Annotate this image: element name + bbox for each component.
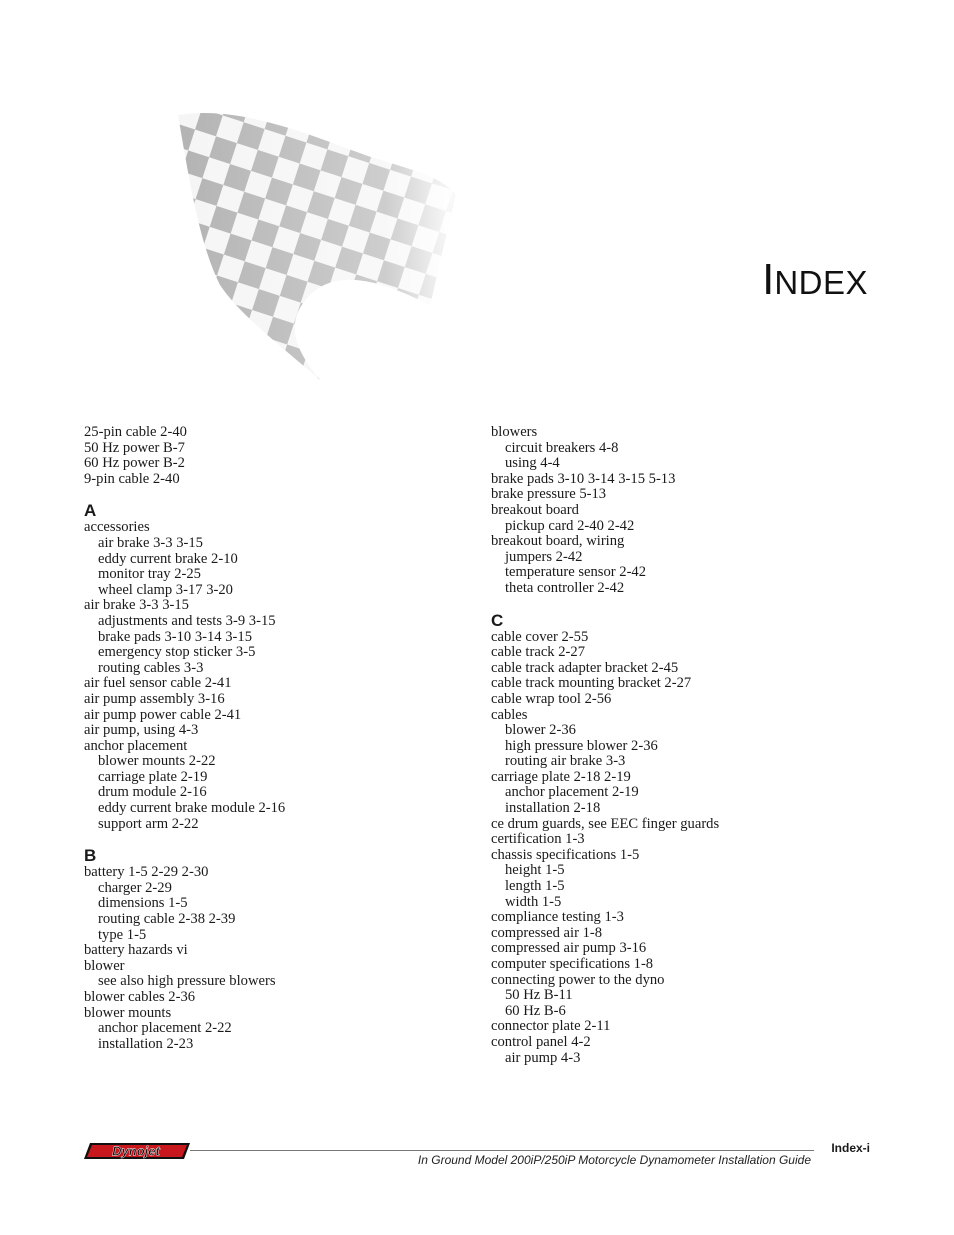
index-entry: blower [84, 957, 125, 974]
index-subentry: length 1-5 [505, 878, 565, 895]
index-entry: connecting power to the dyno [491, 971, 665, 988]
footer-guide-title: In Ground Model 200iP/250iP Motorcycle Dynamometer Installation Guide [417, 1153, 811, 1167]
index-entry: connector plate 2-11 [491, 1018, 611, 1035]
index-subentry: charger 2-29 [98, 879, 172, 896]
index-entry: compressed air pump 3-16 [491, 940, 647, 957]
index-entry: accessories [84, 519, 150, 536]
index-subentry: adjustments and tests 3-9 3-15 [98, 612, 276, 629]
index-subentry: using 4-4 [505, 455, 560, 472]
index-entry: air fuel sensor cable 2-41 [84, 675, 232, 692]
index-entry: cable track mounting bracket 2-27 [491, 675, 692, 692]
index-subentry: height 1-5 [505, 862, 565, 879]
index-subentry: 50 Hz B-11 [505, 987, 573, 1004]
index-entry: compressed air 1-8 [491, 924, 603, 941]
index-entry: chassis specifications 1-5 [491, 846, 640, 863]
page-number: Index-i [831, 1141, 870, 1155]
index-entry: blower mounts [84, 1004, 172, 1021]
index-entry: brake pressure 5-13 [491, 486, 607, 503]
index-subentry: blower mounts 2-22 [98, 753, 216, 770]
index-entry: battery 1-5 2-29 2-30 [84, 864, 209, 881]
index-subentry: anchor placement 2-22 [98, 1020, 232, 1037]
index-section-letter: C [491, 610, 504, 630]
index-entry: air brake 3-3 3-15 [84, 597, 189, 614]
index-subentry: emergency stop sticker 3-5 [98, 644, 256, 661]
index-entry: computer specifications 1-8 [491, 956, 654, 972]
index-entry: carriage plate 2-18 2-19 [491, 768, 631, 785]
index-entry: blowers [491, 424, 538, 440]
index-entry: certification 1-3 [491, 831, 585, 848]
checkered-flag-graphic [160, 95, 460, 385]
index-subentry: circuit breakers 4-8 [505, 439, 619, 456]
dynojet-logo [84, 1141, 192, 1161]
index-entry: cable wrap tool 2-56 [491, 690, 612, 707]
index-entry: breakout board [491, 501, 579, 518]
index-subentry: routing cable 2-38 2-39 [98, 911, 236, 928]
page-title-rest: NDEX [774, 264, 868, 301]
index-entry: compliance testing 1-3 [491, 909, 624, 926]
index-entry: cable cover 2-55 [491, 628, 589, 645]
index-entry: anchor placement [84, 737, 188, 754]
index-subentry: 60 Hz B-6 [505, 1002, 566, 1019]
index-subentry: routing air brake 3-3 [505, 753, 626, 770]
index-subentry: jumpers 2-42 [505, 548, 583, 565]
index-subentry: width 1-5 [505, 893, 562, 910]
index-subentry: installation 2-18 [505, 800, 601, 817]
index-subentry: brake pads 3-10 3-14 3-15 [98, 628, 253, 645]
index-entry: ce drum guards, see EEC finger guards [491, 815, 720, 832]
index-subentry: blower 2-36 [505, 722, 576, 739]
logo-text: Dynojet [112, 1143, 160, 1159]
page-title [762, 255, 868, 304]
index-subentry: theta controller 2-42 [505, 579, 625, 596]
index-entry: 9-pin cable 2-40 [84, 470, 180, 487]
index-subentry: eddy current brake module 2-16 [98, 800, 286, 817]
index-subentry: anchor placement 2-19 [505, 784, 639, 801]
index-subentry: eddy current brake 2-10 [98, 550, 238, 567]
page-title-initial: I [762, 255, 775, 304]
index-subentry: temperature sensor 2-42 [505, 564, 647, 581]
index-section-letter: B [84, 846, 97, 866]
index-subentry: see also high pressure blowers [98, 973, 276, 990]
index-entry: battery hazards vi [84, 942, 188, 959]
index-subentry: high pressure blower 2-36 [505, 737, 658, 754]
index-subentry: support arm 2-22 [98, 815, 199, 832]
index-entry: control panel 4-2 [491, 1033, 591, 1050]
index-subentry: wheel clamp 3-17 3-20 [98, 581, 233, 598]
index-entry: breakout board, wiring [491, 533, 625, 550]
index-column-right [491, 425, 881, 1066]
index-entry: cable track adapter bracket 2-45 [491, 659, 679, 676]
index-subentry: air brake 3-3 3-15 [98, 534, 203, 551]
footer-rule [190, 1150, 814, 1151]
index-entry: brake pads 3-10 3-14 3-15 5-13 [491, 470, 676, 487]
index-entry: air pump power cable 2-41 [84, 706, 242, 723]
index-subentry: installation 2-23 [98, 1035, 194, 1052]
index-subentry: routing cables 3-3 [98, 659, 204, 676]
index-section-letter: A [84, 501, 97, 521]
index-subentry: dimensions 1-5 [98, 895, 188, 912]
index-entry: 50 Hz power B-7 [84, 439, 185, 456]
index-subentry: air pump 4-3 [505, 1049, 581, 1066]
index-subentry: pickup card 2-40 2-42 [505, 517, 635, 534]
index-subentry: carriage plate 2-19 [98, 768, 208, 785]
index-entry: air pump, using 4-3 [84, 722, 199, 739]
index-subentry: monitor tray 2-25 [98, 566, 201, 583]
index-entry: 25-pin cable 2-40 [84, 424, 187, 440]
index-column-left [84, 425, 474, 1052]
index-entry: 60 Hz power B-2 [84, 455, 185, 472]
index-subentry: type 1-5 [98, 926, 147, 943]
index-subentry: drum module 2-16 [98, 784, 207, 801]
index-entry: cables [491, 706, 528, 723]
index-entry: blower cables 2-36 [84, 989, 196, 1005]
index-entry: cable track 2-27 [491, 644, 585, 661]
index-entry: air pump assembly 3-16 [84, 690, 225, 707]
